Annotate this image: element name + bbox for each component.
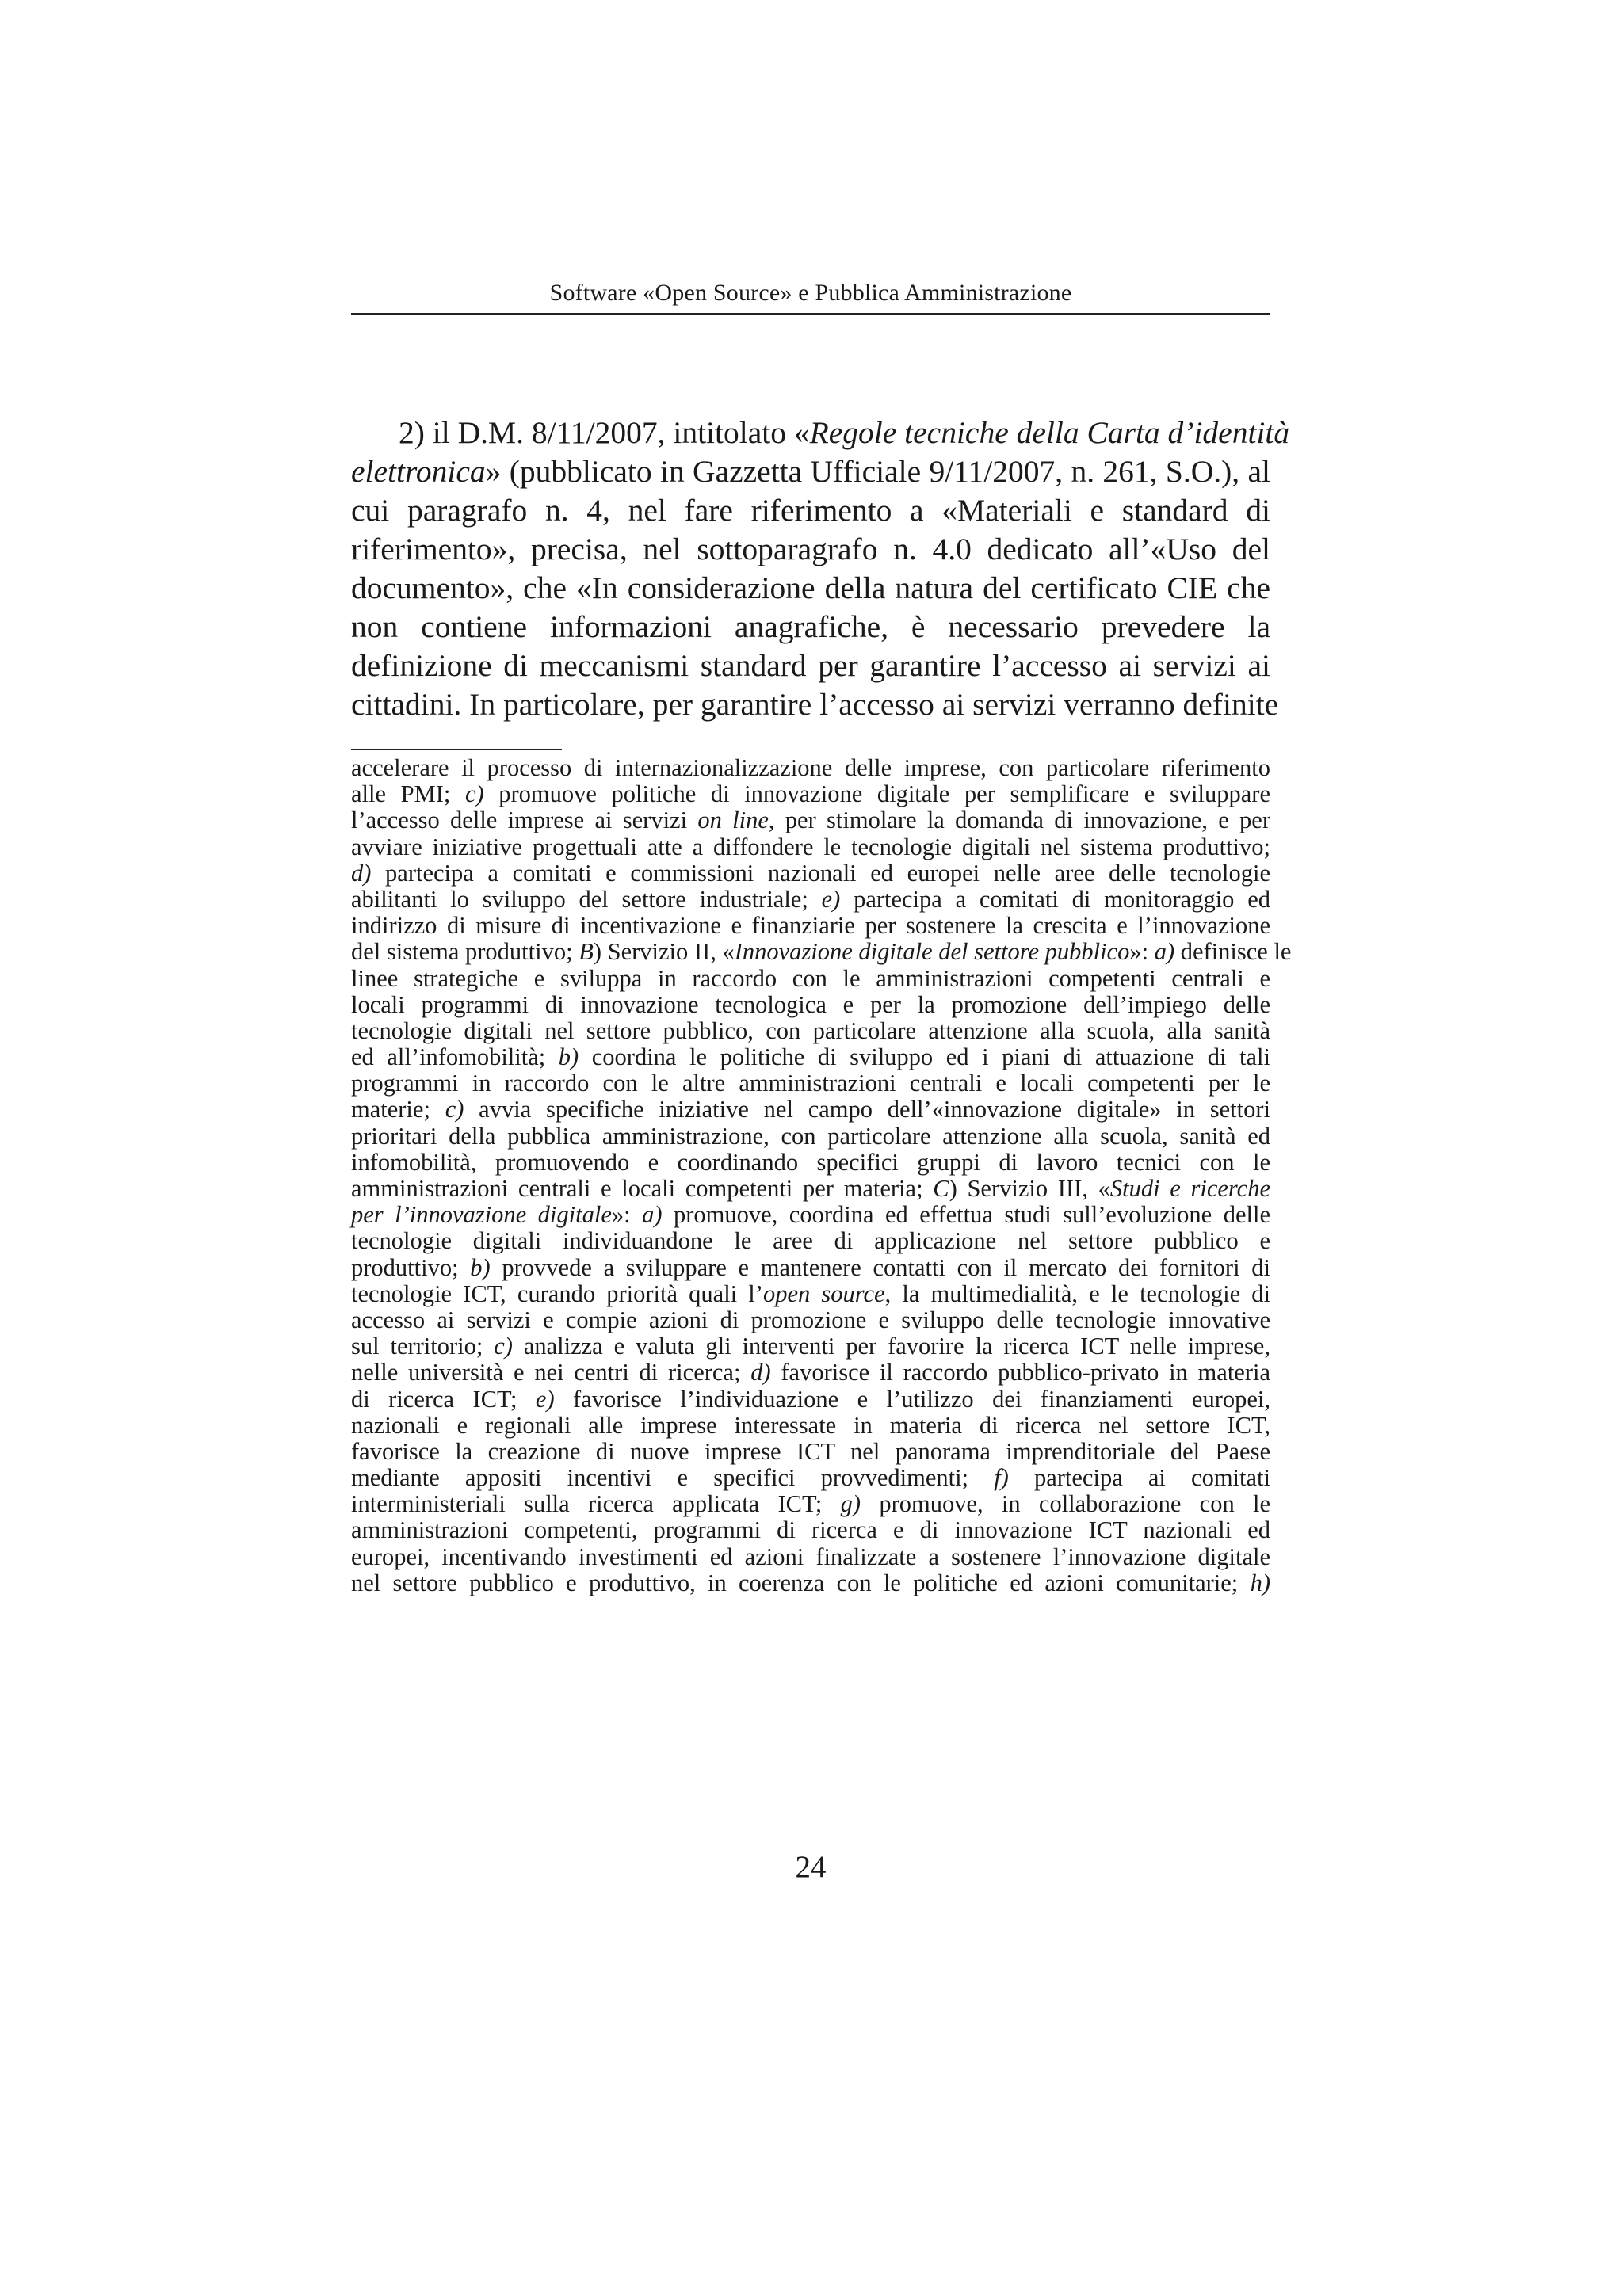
italic-segment: per l’innovazione digitale — [351, 1201, 612, 1229]
footnote-separator — [351, 749, 562, 750]
italic-segment: c) — [464, 780, 484, 808]
text-segment: indirizzo di misure di incentivazione e finanziarie per sostenere la crescita e l’innovazione — [351, 912, 1270, 940]
text-segment: amministrazioni centrali e locali competenti per materia; — [351, 1175, 934, 1202]
text-segment: promuove, coordina ed effettua studi sull’evoluzione delle — [662, 1201, 1270, 1229]
italic-segment: C — [933, 1175, 949, 1202]
text-segment: ed all’infomobilità; — [351, 1043, 559, 1071]
text-segment: materie; — [351, 1096, 445, 1123]
footnote-line — [351, 1491, 1270, 1517]
text-segment: interministeriali sulla ricerca applicata ICT; — [351, 1490, 841, 1518]
italic-segment: Regole tecniche della Carta d’identità — [809, 415, 1290, 450]
text-segment: europei, incentivando investimenti ed azioni finalizzate a sostenere l’innovazione digitale — [351, 1543, 1270, 1570]
italic-segment: open source — [762, 1280, 885, 1307]
italic-segment: e) — [535, 1385, 555, 1413]
text-segment: definisce le — [1174, 938, 1292, 966]
text-segment: »: — [1129, 938, 1155, 966]
italic-segment: b) — [558, 1043, 579, 1071]
text-segment: partecipa a comitati di monitoraggio ed — [840, 885, 1270, 913]
footnote-line — [351, 1176, 1270, 1202]
footnote-line — [351, 992, 1270, 1018]
italic-segment: e) — [821, 885, 841, 913]
text-segment: abilitanti lo sviluppo del settore industriale; — [351, 885, 822, 913]
text-segment: , per stimolare la domanda di innovazione, e per — [768, 807, 1270, 834]
text-segment: non contiene informazioni anagrafiche, è necessario prevedere la — [351, 609, 1270, 644]
italic-segment: Innovazione digitale del settore pubblico — [734, 938, 1130, 966]
text-segment: analizza e valuta gli interventi per favorire la ricerca ICT nelle imprese, — [512, 1333, 1270, 1360]
italic-segment: d) — [750, 1359, 771, 1386]
text-segment: ) Servizio III, « — [949, 1175, 1110, 1202]
footnote-line — [351, 1544, 1270, 1570]
footnote-line — [351, 1123, 1270, 1150]
text-segment: provvede a sviluppare e mantenere contatti con il mercato dei fornitori di — [490, 1253, 1270, 1281]
body-line — [351, 452, 1270, 491]
text-segment: nel settore pubblico e produttivo, in coerenza con le politiche ed azioni comunitarie; — [351, 1569, 1251, 1596]
body-line — [351, 608, 1270, 646]
italic-segment: a) — [642, 1201, 663, 1229]
text-segment: prioritari della pubblica amministrazione, con particolare attenzione alla scuola, sanità ed — [351, 1122, 1270, 1150]
footnote-line — [351, 1517, 1270, 1543]
text-segment: l’accesso delle imprese ai servizi — [351, 807, 698, 834]
footnote-line — [351, 755, 1270, 781]
text-segment: coordina le politiche di sviluppo ed i piani di attuazione di tali — [579, 1043, 1270, 1071]
text-segment: promuove politiche di innovazione digitale per semplificare e sviluppare — [483, 780, 1270, 808]
text-segment: »: — [611, 1201, 643, 1229]
text-segment: definizione di meccanismi standard per garantire l’accesso ai servizi ai — [351, 648, 1270, 683]
text-segment: tecnologie digitali individuandone le aree di applicazione nel settore pubblico e — [351, 1227, 1270, 1255]
text-segment: di ricerca ICT; — [351, 1385, 536, 1413]
italic-segment: b) — [470, 1253, 491, 1281]
running-header: Software «Open Source» e Pubblica Amministrazione — [549, 280, 1072, 306]
italic-segment: a) — [1154, 938, 1175, 966]
footnote-line — [351, 834, 1270, 860]
page-number: 24 — [795, 1850, 827, 1884]
text-segment: nazionali e regionali alle imprese interessate in materia di ricerca nel settore ICT, — [351, 1411, 1270, 1439]
footnote-line — [351, 1333, 1270, 1360]
text-segment: amministrazioni competenti, programmi di ricerca e di innovazione ICT nazionali ed — [351, 1516, 1270, 1544]
footnote-line — [351, 1465, 1270, 1491]
text-segment: partecipa a comitati e commissioni nazionali ed europei nelle aree delle tecnologie — [371, 859, 1270, 887]
footnote-line — [351, 1307, 1270, 1333]
footnote-line — [351, 1070, 1270, 1097]
footnote-text — [351, 754, 1292, 1596]
text-segment: tecnologie ICT, curando priorità quali l’ — [351, 1280, 763, 1307]
text-segment: sul territorio; — [351, 1333, 495, 1360]
text-segment: , la multimedialità, e le tecnologie di — [884, 1280, 1270, 1307]
italic-segment: Studi e ricerche — [1109, 1175, 1270, 1202]
footnote-line — [351, 1570, 1270, 1596]
text-segment: produttivo; — [351, 1253, 471, 1281]
text-segment: locali programmi di innovazione tecnologica e per la promozione dell’impiego delle — [351, 990, 1270, 1018]
text-segment: avvia specifiche iniziative nel campo dell’«innovazione digitale» in settori — [464, 1096, 1270, 1123]
text-segment: cui paragrafo n. 4, nel fare riferimento a «Materiali e standard di — [351, 493, 1270, 528]
text-segment: mediante appositi incentivi e specifici provvedimenti; — [351, 1464, 995, 1492]
footnote-line — [351, 1413, 1270, 1439]
footnote-line — [351, 1386, 1270, 1413]
footnote-line — [351, 860, 1270, 887]
header-rule — [351, 313, 1270, 315]
italic-segment: on line — [697, 807, 769, 834]
footnote-line — [351, 913, 1270, 939]
text-segment: promuove, in collaborazione con le — [861, 1490, 1270, 1518]
footnote-line — [351, 1255, 1270, 1281]
italic-segment: B — [579, 938, 594, 966]
footnote-line — [351, 781, 1270, 807]
text-segment: favorisce l’individuazione e l’utilizzo dei finanziamenti europei, — [554, 1385, 1270, 1413]
body-line — [351, 491, 1270, 530]
italic-segment: f) — [994, 1464, 1009, 1492]
footnote-line — [351, 1360, 1270, 1386]
text-segment: riferimento», precisa, nel sottoparagrafo n. 4.0 dedicato all’«Uso del — [351, 532, 1270, 566]
text-segment: tecnologie digitali nel settore pubblico, con particolare attenzione alla scuola, alla sanità — [351, 1016, 1270, 1044]
text-segment: accelerare il processo di internazionalizzazione delle imprese, con particolare riferimento — [351, 754, 1270, 781]
italic-segment: d) — [351, 859, 372, 887]
body-line — [351, 569, 1270, 608]
footnote-line — [351, 1044, 1270, 1070]
text-segment: accesso ai servizi e compie azioni di promozione e sviluppo delle tecnologie innovative — [351, 1306, 1270, 1333]
text-segment: linee strategiche e sviluppa in raccordo con le amministrazioni competenti centrali e — [351, 964, 1270, 992]
footnote-line — [351, 1228, 1270, 1254]
body-line — [351, 646, 1270, 685]
italic-segment: elettronica — [351, 454, 486, 489]
italic-segment: c) — [494, 1333, 513, 1360]
text-segment: 2) il D.M. 8/11/2007, intitolato « — [399, 415, 810, 450]
footnote-line — [351, 1281, 1270, 1307]
body-line — [351, 530, 1270, 569]
text-segment: avviare iniziative progettuali atte a diffondere le tecnologie digitali nel sistema produttivo; — [351, 833, 1270, 860]
text-segment: del sistema produttivo; — [351, 938, 579, 966]
footnote-line — [351, 1202, 1270, 1228]
footnote-line — [351, 938, 1292, 966]
text-segment: nelle università e nei centri di ricerca; — [351, 1359, 751, 1386]
footnote-line — [351, 1097, 1270, 1123]
body-line — [351, 685, 1279, 724]
text-segment: favorisce la creazione di nuove imprese ICT nel panorama imprenditoriale del Paese — [351, 1437, 1270, 1465]
text-segment: cittadini. In particolare, per garantire l’accesso ai servizi verranno definite — [351, 687, 1279, 722]
text-segment: partecipa ai comitati — [1008, 1464, 1270, 1492]
footnote-line — [351, 1150, 1270, 1176]
footnote-line — [351, 1439, 1270, 1465]
italic-segment: h) — [1250, 1569, 1270, 1596]
text-segment: programmi in raccordo con le altre amministrazioni centrali e locali competenti per le — [351, 1070, 1270, 1097]
italic-segment: g) — [840, 1490, 861, 1518]
text-segment: infomobilità, promuovendo e coordinando specifici gruppi di lavoro tecnici con le — [351, 1148, 1270, 1176]
body-paragraph — [351, 414, 1290, 724]
footnote-line — [351, 1018, 1270, 1044]
text-segment: favorisce il raccordo pubblico-privato in materia — [770, 1359, 1270, 1386]
text-segment: alle PMI; — [351, 780, 465, 808]
text-segment: documento», che «In considerazione della natura del certificato CIE che — [351, 570, 1270, 605]
text-segment: » (pubblicato in Gazzetta Ufficiale 9/11/2007, n. 261, S.O.), al — [485, 454, 1270, 489]
text-segment: ) Servizio II, « — [593, 938, 735, 966]
footnote-line — [351, 807, 1270, 833]
footnote-line — [351, 887, 1270, 913]
footnote-line — [351, 966, 1270, 992]
italic-segment: c) — [445, 1096, 464, 1123]
body-line — [351, 414, 1290, 452]
